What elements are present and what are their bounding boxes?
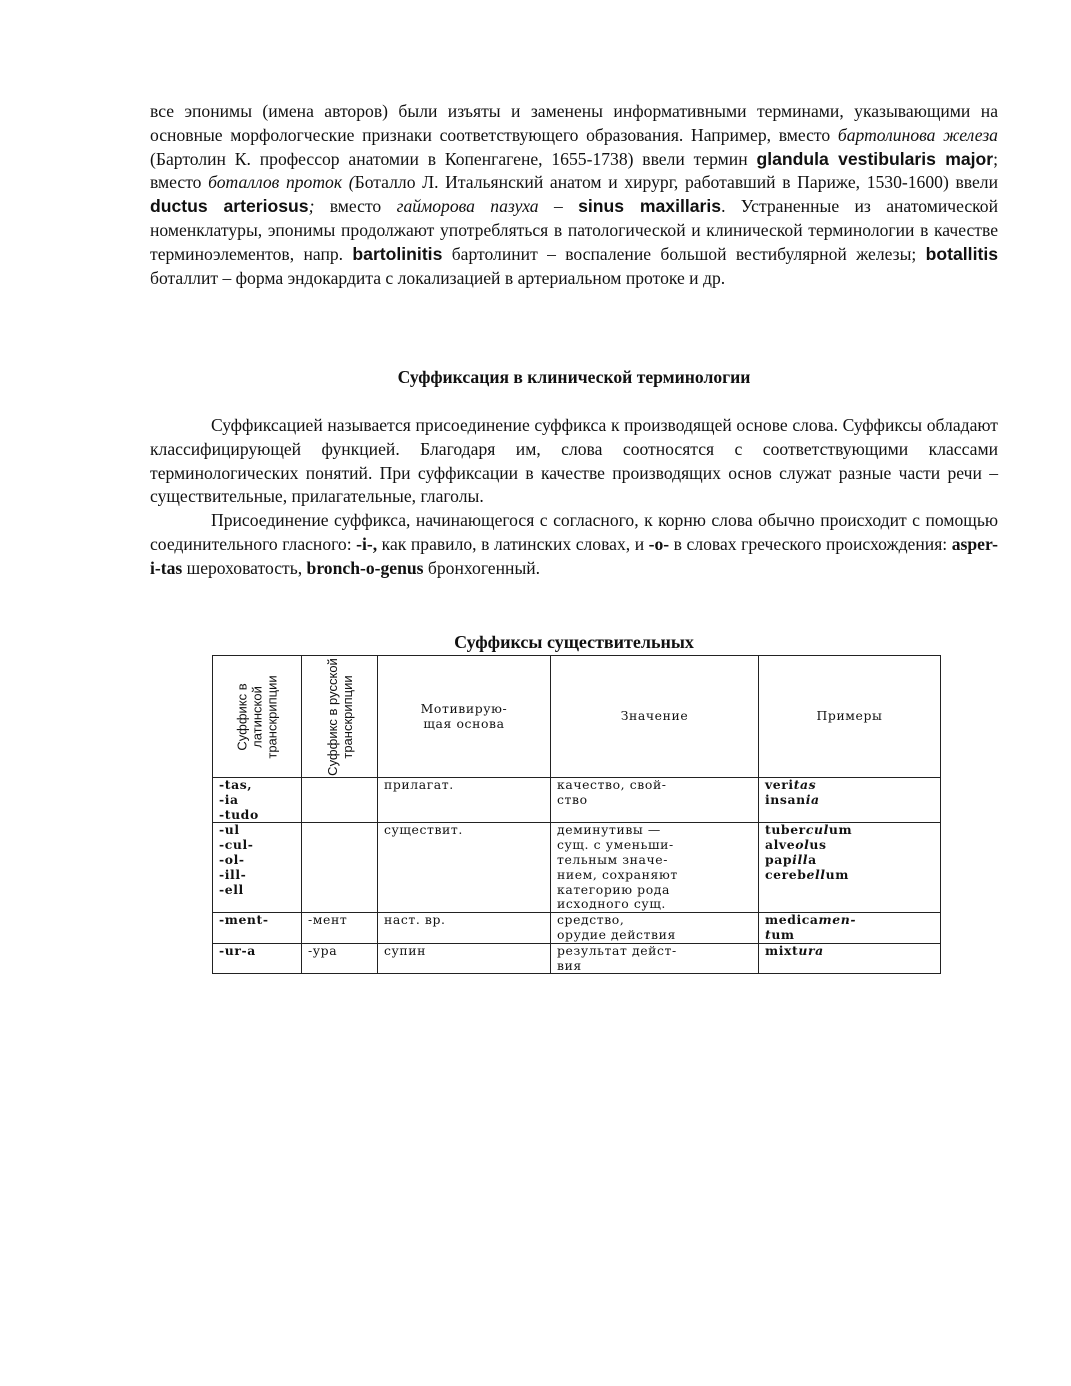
example-stem: alve xyxy=(765,837,796,853)
bold-term: bartolinitis xyxy=(352,243,443,264)
text-run: в словах греческого происхождения: xyxy=(669,533,952,554)
table-header-row xyxy=(213,656,941,778)
italic-term: гайморова пазуха xyxy=(396,196,539,217)
bold-term: -o- xyxy=(648,533,670,554)
table-title: Суффиксы существительных xyxy=(454,632,694,652)
cell-latin-suffix xyxy=(213,943,302,974)
example-suffix: ell xyxy=(806,866,826,882)
example-word xyxy=(765,823,934,838)
cell-russian-suffix: -мент xyxy=(302,913,378,944)
example-suffix: ia xyxy=(805,791,820,807)
example-stem: veri xyxy=(765,777,794,792)
example-suffix: men- xyxy=(818,912,857,928)
meaning-line: категорию рода xyxy=(557,881,670,897)
example-stem: pap xyxy=(765,851,793,867)
meaning-line: деминутивы — xyxy=(557,822,661,838)
example-stem: insan xyxy=(765,791,806,807)
meaning-line: качество, свой- xyxy=(557,777,667,792)
header-russian-label: Суффикс в русской транскрипции xyxy=(324,657,355,776)
paragraph-eponyms xyxy=(150,100,998,290)
text-run: все эпонимы (имена авторов) были изъяты и заменены информативными терминами, указывающими на основные морфологческие признаки соответствующего образования. Например, вместо xyxy=(150,101,998,145)
example-word xyxy=(765,838,934,853)
header-motivating-base xyxy=(378,656,551,778)
text-run: – xyxy=(538,196,579,217)
italic-term: боталлов проток ( xyxy=(208,172,355,193)
example-stem: tuber xyxy=(765,822,806,838)
cell-examples xyxy=(759,823,941,913)
text-run: шероховатость, xyxy=(182,557,307,578)
header-russian-suffix xyxy=(302,656,378,778)
text-run: вместо xyxy=(314,196,397,217)
cell-russian-suffix xyxy=(302,778,378,823)
example-ending: um xyxy=(828,822,853,838)
suffix-line: -ell xyxy=(219,881,244,897)
meaning-line: тельным значе- xyxy=(557,851,669,867)
header-base-line: щая основа xyxy=(423,715,505,731)
cell-examples xyxy=(759,913,941,944)
cell-meaning xyxy=(551,943,759,974)
example-word xyxy=(765,944,934,959)
example-suffix: t xyxy=(765,926,772,942)
cell-russian-suffix xyxy=(302,823,378,913)
example-word xyxy=(765,853,934,868)
meaning-line: вия xyxy=(557,957,582,973)
header-meaning: Значение xyxy=(551,656,759,778)
cell-meaning xyxy=(551,778,759,823)
meaning-line: сущ. с уменьши- xyxy=(557,837,674,853)
suffix-line: -ur-a xyxy=(219,942,256,958)
example-word xyxy=(765,778,934,793)
bold-term: sinus maxillaris xyxy=(578,196,722,217)
example-suffix: cul xyxy=(805,822,829,838)
section-body xyxy=(150,414,998,581)
header-base-line: Мотивирую- xyxy=(420,700,508,716)
cell-russian-suffix: -ура xyxy=(302,943,378,974)
cell-latin-suffix xyxy=(213,913,302,944)
example-suffix: ol xyxy=(795,837,810,853)
example-ending: um xyxy=(771,926,795,942)
cell-motivating-base: наст. вр. xyxy=(378,913,551,944)
meaning-line: ство xyxy=(557,791,588,807)
text-run: ; вместо xyxy=(150,148,998,193)
text-run: боталлит – форма эндокардита с локализацией в артериальном протоке и др. xyxy=(150,267,726,288)
table-body xyxy=(213,778,941,974)
cell-examples xyxy=(759,943,941,974)
table-row xyxy=(213,778,941,823)
bold-term: bronch-o-genus xyxy=(306,557,424,578)
cell-meaning xyxy=(551,823,759,913)
meaning-line: исходного сущ. xyxy=(557,896,666,912)
suffix-line: -ment- xyxy=(219,912,269,928)
header-latin-label: Суффикс в латинской транскрипции xyxy=(234,674,280,759)
meaning-line: нием, сохраняют xyxy=(557,866,678,882)
cell-examples xyxy=(759,778,941,823)
cell-latin-suffix xyxy=(213,778,302,823)
suffix-line: -ul xyxy=(219,822,240,838)
example-ending: um xyxy=(825,866,849,882)
suffix-table xyxy=(212,655,941,974)
suffix-line: -tudo xyxy=(219,806,259,822)
example-word xyxy=(765,868,934,883)
suffix-line: -ia xyxy=(219,791,239,807)
cell-motivating-base: существит. xyxy=(378,823,551,913)
example-word xyxy=(765,793,934,808)
example-suffix: ura xyxy=(798,942,824,958)
italic-term: бартолинова железа xyxy=(837,124,998,145)
bold-term: -i-, xyxy=(356,533,378,554)
example-word xyxy=(765,928,934,943)
text-run: как правило, в латинских словах, и xyxy=(377,533,649,554)
suffix-line: -ol- xyxy=(219,851,245,867)
section-heading: Суффиксация в клинической терминологии xyxy=(397,367,751,387)
suffix-line: -cul- xyxy=(219,837,254,853)
cell-meaning xyxy=(551,913,759,944)
example-stem: cereb xyxy=(765,866,807,882)
suffix-line: -ill- xyxy=(219,866,247,882)
example-suffix: ill xyxy=(792,851,809,867)
meaning-line: средство, xyxy=(557,912,625,928)
table-row xyxy=(213,913,941,944)
bold-term: botallitis xyxy=(925,243,998,264)
example-stem: medica xyxy=(765,912,819,928)
italic-term: ; xyxy=(308,196,315,217)
header-examples: Примеры xyxy=(759,656,941,778)
table-row xyxy=(213,823,941,913)
paragraph-suffixation: Суффиксацией называется присоединение суффикса к производящей основе слова. Суффиксы обладают классифицирующей функцией. Благодаря им, слова соотносятся с соответствующими классами терминологических понятий. При суффиксации в качестве производящих основ служат разные части речи – существительные, прилагательные, глаголы. xyxy=(150,415,998,507)
paragraph-connecting-vowel xyxy=(150,509,998,580)
example-stem: mixt xyxy=(765,942,799,958)
text-run: (Бартолин К. профессор анатомии в Копенгагене, 1655-1738) ввели термин xyxy=(150,148,757,169)
text-run: Боталло Л. Итальянский анатом и хирург, работавший в Париже, 1530-1600) ввели xyxy=(354,172,999,193)
example-word xyxy=(765,913,934,928)
cell-motivating-base: прилагат. xyxy=(378,778,551,823)
example-suffix: tas xyxy=(793,777,817,792)
bold-term: ductus arteriosus xyxy=(150,196,309,217)
text-run: Присоединение суффикса, начинающегося с согласного, к корню слова обычно происходит с помощью соединительного гласного: xyxy=(150,510,998,554)
meaning-line: результат дейст- xyxy=(557,942,677,958)
table-row xyxy=(213,943,941,974)
suffix-line: -tas, xyxy=(219,777,253,792)
text-run: бронхогенный. xyxy=(423,557,541,578)
example-ending: a xyxy=(808,851,817,867)
cell-motivating-base: супин xyxy=(378,943,551,974)
example-ending: us xyxy=(809,837,827,853)
header-latin-suffix xyxy=(213,656,302,778)
bold-term: asper-i-tas xyxy=(150,533,998,578)
cell-latin-suffix xyxy=(213,823,302,913)
bold-term: glandula vestibularis major xyxy=(756,148,994,169)
text-run: бартолинит – воспаление большой вестибулярной железы; xyxy=(442,243,926,264)
meaning-line: орудие действия xyxy=(557,926,676,942)
text-run: . Устраненные из анатомической номенклатуры, эпонимы продолжают употребляться в патологической и клинической терминологии в качестве терминоэлементов, напр. xyxy=(150,196,999,264)
